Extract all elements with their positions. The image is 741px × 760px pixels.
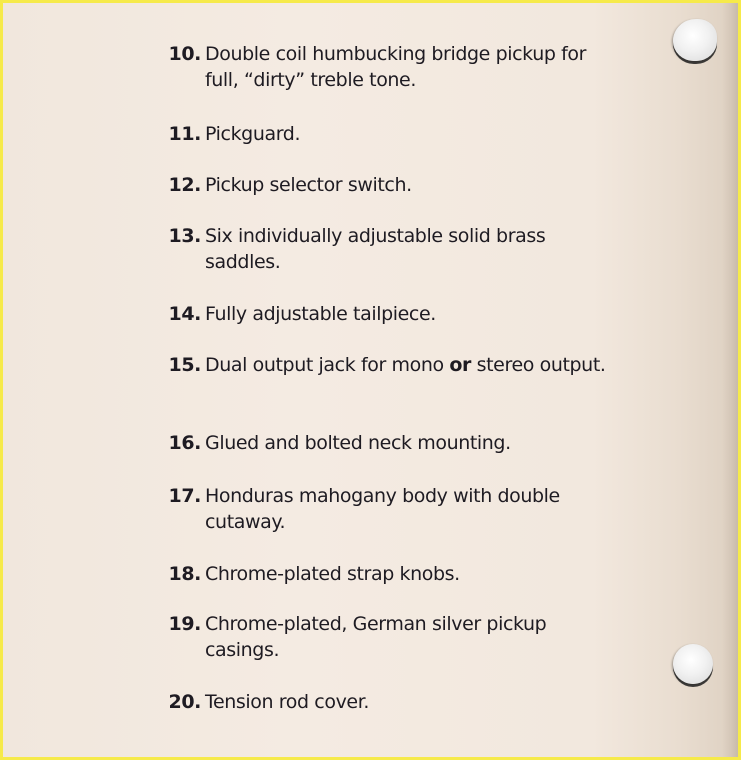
binder-hole-top [673,19,717,61]
list-item-14 [163,301,623,327]
page-edge-shadow [722,3,738,757]
item-text-before: Dual output jack for mono [205,354,450,376]
item-text: Chrome-plated strap knobs. [205,563,460,585]
item-text: Six individually adjustable solid brass saddles. [205,225,546,273]
item-text: Glued and bolted neck mounting. [205,432,511,454]
list-item-11 [163,121,623,147]
item-text: Honduras mahogany body with double cutaway. [205,485,560,533]
item-text [205,352,623,378]
item-text: Chrome-plated, German silver pickup casings. [205,613,547,661]
item-text: Pickguard. [205,123,301,145]
item-number: 13. [168,225,201,247]
item-text: Double coil humbucking bridge pickup for full, “dirty” treble tone. [205,43,587,91]
list-item-16 [163,430,623,456]
item-number: 20. [168,691,201,713]
binder-hole-bottom [673,644,713,684]
item-number: 11. [168,123,201,145]
item-number: 10. [168,43,201,65]
list-item-15 [163,352,623,378]
item-text-after: stereo output. [470,354,606,376]
list-item-18 [163,561,623,587]
list-item-13 [163,223,623,275]
list-item-17 [163,483,623,535]
item-text: Pickup selector switch. [205,174,412,196]
list-item-12 [163,172,623,198]
item-text-emphasis: or [449,354,471,376]
document-page [3,3,738,757]
list-item-20 [163,689,623,715]
item-text: Tension rod cover. [205,691,370,713]
list-item-10 [163,41,623,93]
item-text: Fully adjustable tailpiece. [205,303,436,325]
item-number: 19. [168,613,201,635]
list-item-19 [163,611,623,663]
item-number: 17. [168,485,201,507]
item-number: 14. [168,303,201,325]
item-number: 16. [168,432,201,454]
item-number: 12. [168,174,201,196]
item-number: 18. [168,563,201,585]
item-number: 15. [168,354,201,376]
